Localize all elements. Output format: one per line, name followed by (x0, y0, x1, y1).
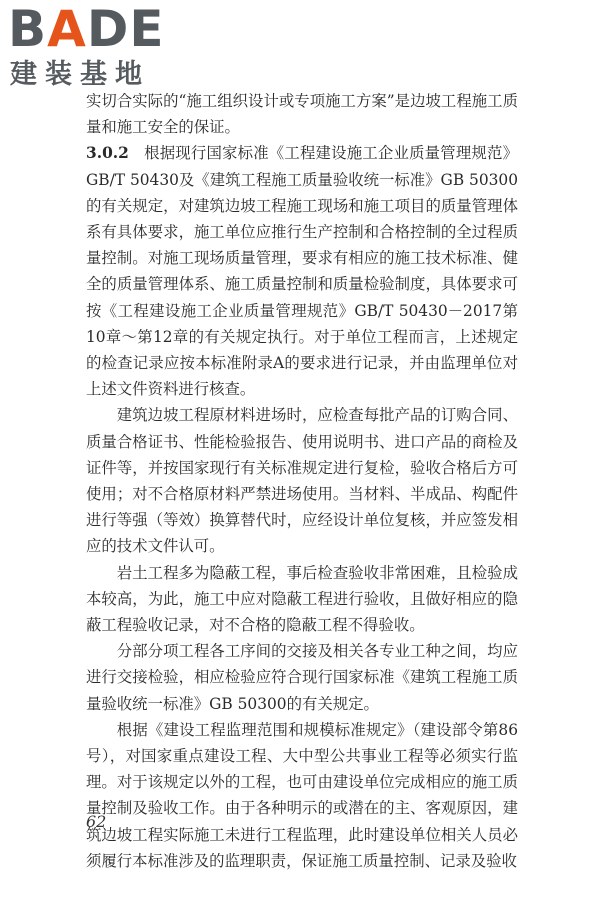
paragraph-materials (86, 402, 518, 559)
bade-logo (8, 0, 176, 94)
paragraph-concealed-works (86, 560, 518, 639)
logo-subtitle: 建装基地 (10, 59, 150, 90)
paragraph-supervision (86, 717, 518, 874)
paragraph-text: 分部分项工程各工序间的交接及相关各专业工种之间，均应进行交接检验，相应检验应符合现行国家标准《建筑工程施工质量验收统一标准》GB 50300的有关规定。 (86, 642, 518, 713)
logo-letter-b: B (8, 0, 48, 58)
logo-wordmark (8, 0, 165, 58)
paragraph-text: 根据现行国家标准《工程建设施工企业质量管理规范》GB/T 50430及《建筑工程施工质量验收统一标准》GB 50300的有关规定，对建筑边坡工程施工现场和施工项目的质量管理体系有具体要求，施工单位应推行生产控制和合格控制的全过程质量控制。对施工现场质量管理，要求有相应的施工技术标准、健全的质量管理体系、施工质量控制和质量检验制度，具体要求可按《工程建设施工企业质量管理规范》GB/T 50430－2017第10章～第12章的有关规定执行。对于单位工程而言，上述规定的检查记录应按本标准附录A的要求进行记录，并由监理单位对上述文件资料进行核查。 (86, 144, 519, 399)
paragraph-text: 岩土工程多为隐蔽工程，事后检查验收非常困难，且检验成本较高，为此，施工中应对隐蔽工程进行验收，且做好相应的隐蔽工程验收记录，对不合格的隐蔽工程不得验收。 (86, 563, 518, 635)
page-number: 62 (86, 812, 107, 831)
paragraph-text: 建筑边坡工程原材料进场时，应检查每批产品的订购合同、质量合格证书、性能检验报告、使用说明书、进口产品的商检及证件等，并按国家现行有关标准规定进行复检，验收合格后方可使用；对不合格原材料严禁进场使用。当材料、半成品、构配件进行等强（等效）换算替代时，应经设计单位复核，并应签发相应的技术文件认可。 (86, 406, 518, 556)
paragraph-text: 实切合实际的“施工组织设计或专项施工方案”是边坡工程施工质量和施工安全的保证。 (86, 92, 518, 137)
clause-number: 3.0.2 (86, 144, 129, 163)
logo-letter-a: A (47, 0, 87, 58)
logo-letters-de: DE (86, 0, 165, 58)
paragraph-handover (86, 638, 518, 717)
clause-3-0-2 (86, 140, 518, 402)
paragraph-text: 根据《建设工程监理范围和规模标准规定》（建设部令第86号），对国家重点建设工程、大中型公共事业工程等必须实行监理。对于该规定以外的工程，也可由建设单位完成相应的施工质量控制及验收工作。由于各种明示的或潜在的主、客观原因，建筑边坡工程实际施工未进行工程监理，此时建设单位相关人员必须履行本标准涉及的监理职责，保证施工质量控制、记录及验收 (86, 720, 518, 870)
body-text (86, 88, 518, 874)
paragraph-continuation (86, 88, 518, 140)
